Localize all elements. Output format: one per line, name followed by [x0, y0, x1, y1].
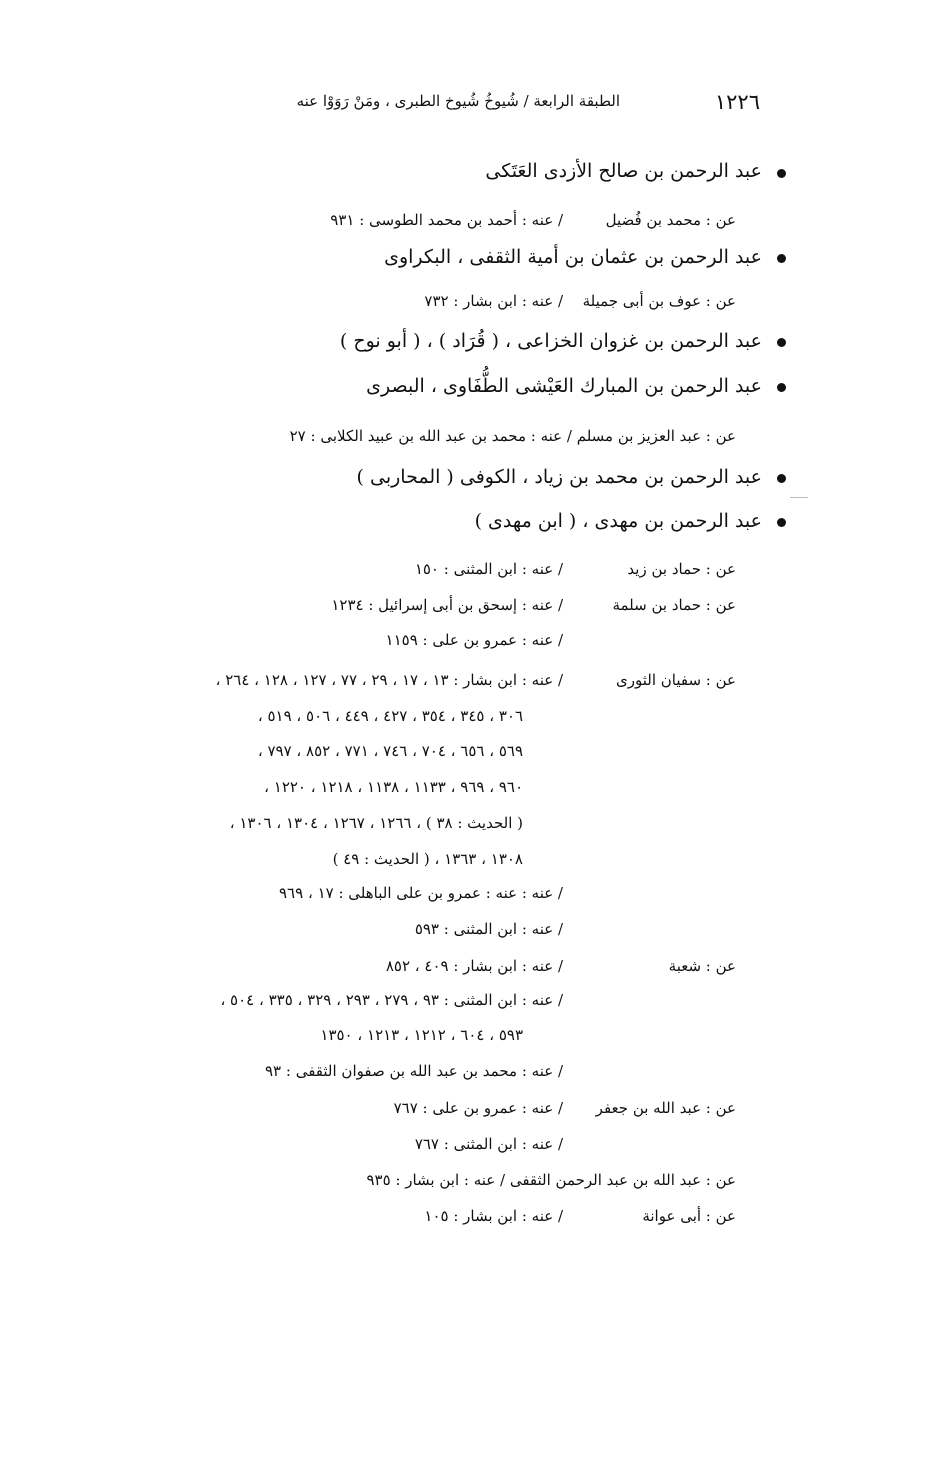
source-teacher: عن : شعبة [668, 957, 736, 975]
source-student: / عنه : عمرو بن على : ٧٦٧ [393, 1099, 563, 1117]
source-teacher: عن : سفيان الثورى [616, 671, 736, 689]
entry-name: عبد الرحمن بن غزوان الخزاعى ، ( قُرَاد ) ، ( أبو نوح ) [339, 330, 762, 352]
source-teacher: عن : عوف بن أبى جميلة [582, 292, 736, 310]
bullet-icon [777, 169, 786, 178]
margin-mark [790, 497, 808, 498]
source-student: / عنه : أحمد بن محمد الطوسى : ٩٣١ [330, 211, 563, 229]
source-student: / عنه : ابن بشار : ١٣ ، ١٧ ، ٢٩ ، ٧٧ ، ١٢٧ ، ١٢٨ ، ٢٦٤ ، [215, 671, 563, 689]
numbers-continuation: ( الحديث : ٣٨ ) ، ١٢٦٦ ، ١٢٦٧ ، ١٣٠٤ ، ١٣٠٦ ، [229, 814, 523, 832]
source-student: / عنه : إسحق بن أبى إسرائيل : ١٢٣٤ [331, 596, 563, 614]
entry-name: عبد الرحمن بن محمد بن زياد ، الكوفى ( المحاربى ) [356, 466, 762, 488]
numbers-continuation: ١٣٠٨ ، ١٣٦٣ ، ( الحديث : ٤٩ ) [332, 850, 523, 868]
source-student: / عنه : ابن المثنى : ١٥٠ [414, 560, 563, 578]
source-student: / عنه : ابن بشار : ٤٠٩ ، ٨٥٢ [385, 957, 563, 975]
source-teacher: عن : حماد بن سلمة [612, 596, 736, 614]
source-teacher: عن : أبى عوانة [642, 1207, 736, 1225]
bullet-icon [777, 383, 786, 392]
entry-name: عبد الرحمن بن المبارك العَيْشى الطُّفَاوى ، البصرى [366, 375, 762, 397]
source-student: / عنه : عمرو بن على : ١١٥٩ [385, 631, 563, 649]
running-title: الطبقة الرابعة / شُيوخُ شُيوخ الطبرى ، ومَنْ رَوَوْا عنه [296, 92, 620, 110]
bullet-icon [777, 254, 786, 263]
source-teacher: عن : عبد الله بن جعفر [595, 1099, 736, 1117]
page-number: ١٢٢٦ [714, 90, 760, 114]
source-teacher: عن : محمد بن فُضيل [605, 211, 736, 229]
source-student: / عنه : ابن المثنى : ٩٣ ، ٢٧٩ ، ٢٩٣ ، ٣٢٩ ، ٣٣٥ ، ٥٠٤ ، [220, 991, 563, 1009]
source-student: / عنه : ابن بشار : ١٠٥ [424, 1207, 563, 1225]
entry-name: عبد الرحمن بن عثمان بن أمية الثقفى ، البكراوى [384, 246, 762, 268]
numbers-continuation: ٥٩٣ ، ٦٠٤ ، ١٢١٢ ، ١٢١٣ ، ١٣٥٠ [320, 1026, 523, 1044]
numbers-continuation: ٣٠٦ ، ٣٤٥ ، ٣٥٤ ، ٤٢٧ ، ٤٤٩ ، ٥٠٦ ، ٥١٩ ، [257, 707, 523, 725]
entry-name: عبد الرحمن بن صالح الأزدى العَتَكى [485, 160, 762, 182]
source-teacher: عن : حماد بن زيد [627, 560, 736, 578]
entry-name: عبد الرحمن بن مهدى ، ( ابن مهدى ) [474, 510, 762, 532]
numbers-continuation: ٩٦٠ ، ٩٦٩ ، ١١٣٣ ، ١١٣٨ ، ١٢١٨ ، ١٢٢٠ ، [264, 778, 523, 796]
source-line: عن : عبد الله بن عبد الرحمن الثقفى / عنه : ابن بشار : ٩٣٥ [366, 1171, 736, 1189]
bullet-icon [777, 518, 786, 527]
source-line: عن : عبد العزيز بن مسلم / عنه : محمد بن عبد الله بن عبيد الكلابى : ٢٧ [289, 427, 736, 445]
bullet-icon [777, 338, 786, 347]
source-student: / عنه : ابن بشار : ٧٣٢ [424, 292, 563, 310]
numbers-continuation: ٥٦٩ ، ٦٥٦ ، ٧٠٤ ، ٧٤٦ ، ٧٧١ ، ٨٥٢ ، ٧٩٧ ، [257, 742, 523, 760]
bullet-icon [777, 474, 786, 483]
source-student: / عنه : ابن المثنى : ٥٩٣ [414, 920, 563, 938]
source-student: / عنه : محمد بن عبد الله بن صفوان الثقفى : ٩٣ [265, 1062, 563, 1080]
source-student: / عنه : ابن المثنى : ٧٦٧ [414, 1135, 563, 1153]
source-student: / عنه : عنه : عمرو بن على الباهلى : ١٧ ، ٩٦٩ [279, 884, 563, 902]
